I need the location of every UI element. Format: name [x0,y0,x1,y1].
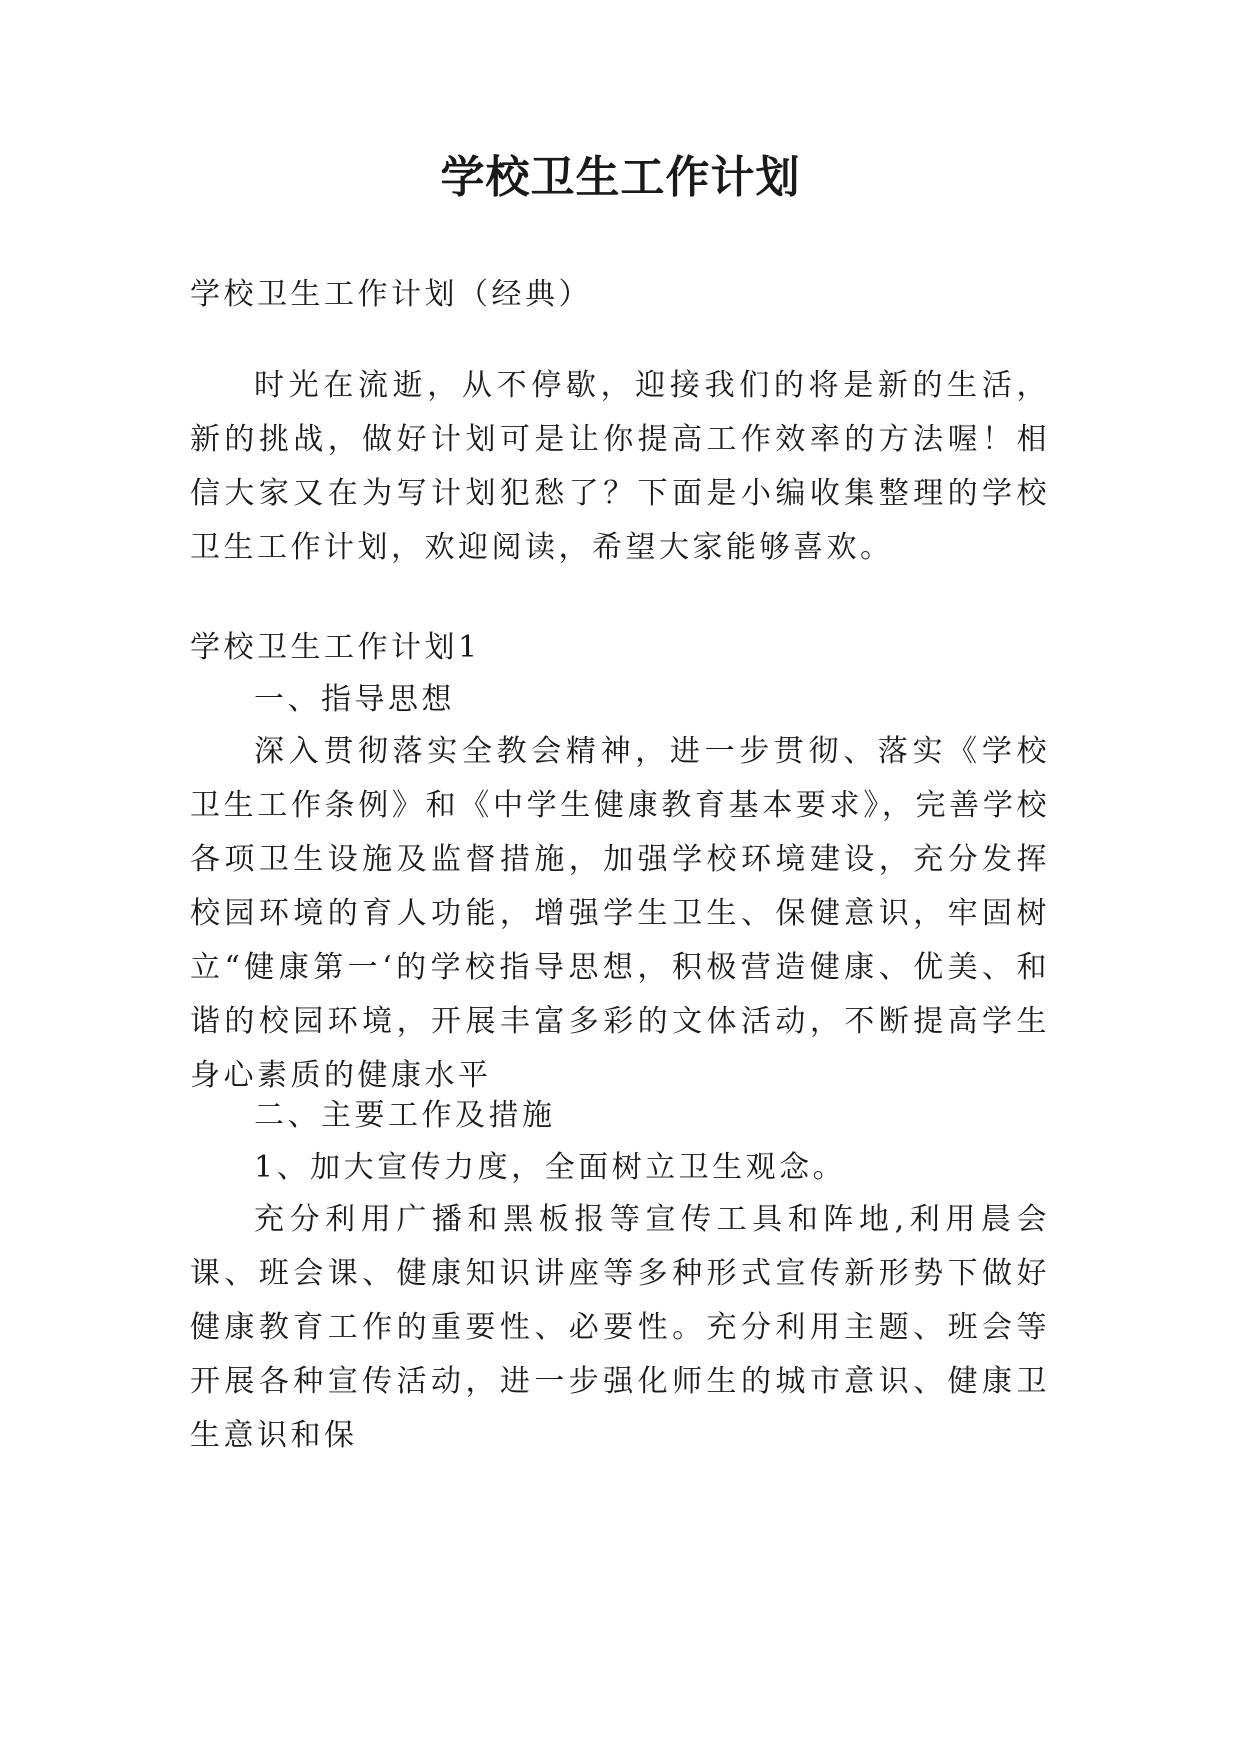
intro-paragraph: 时光在流逝，从不停歇，迎接我们的将是新的生活，新的挑战，做好计划可是让你提高工作效率的方法喔！相信大家又在为写计划犯愁了？下面是小编收集整理的学校卫生工作计划，欢迎阅读，希望大家能够喜欢。 [190,368,1050,565]
guiding-thought-paragraph: 深入贯彻落实全教会精神，进一步贯彻、落实《学校卫生工作条例》和《中学生健康教育基本要求》，完善学校各项卫生设施及监督措施，加强学校环境建设，充分发挥校园环境的育人功能，增强学生卫生、保健意识，牢固树立“健康第一‘的学校指导思想，积极营造健康、优美、和谐的校园环境，开展丰富多彩的文体活动，不断提高学生身心素质的健康水平 [190,734,1050,1093]
document-title: 学校卫生工作计划 [440,152,801,203]
subheading-publicity: 1、加大宣传力度，全面树立卫生观念。 [254,1150,847,1185]
heading-main-work: 二、主要工作及措施 [254,1098,556,1133]
publicity-paragraph: 充分利用广播和黑板报等宣传工具和阵地,利用晨会课、班会课、健康知识讲座等多种形式宣传新形势下做好健康教育工作的重要性、必要性。充分利用主题、班会等开展各种宣传活动，进一步强化师生的城市意识、健康卫生意识和保 [190,1202,1050,1453]
heading-guiding-thought: 一、指导思想 [254,682,455,717]
section-title: 学校卫生工作计划1 [190,630,481,665]
document-subtitle: 学校卫生工作计划（经典） [190,277,592,312]
